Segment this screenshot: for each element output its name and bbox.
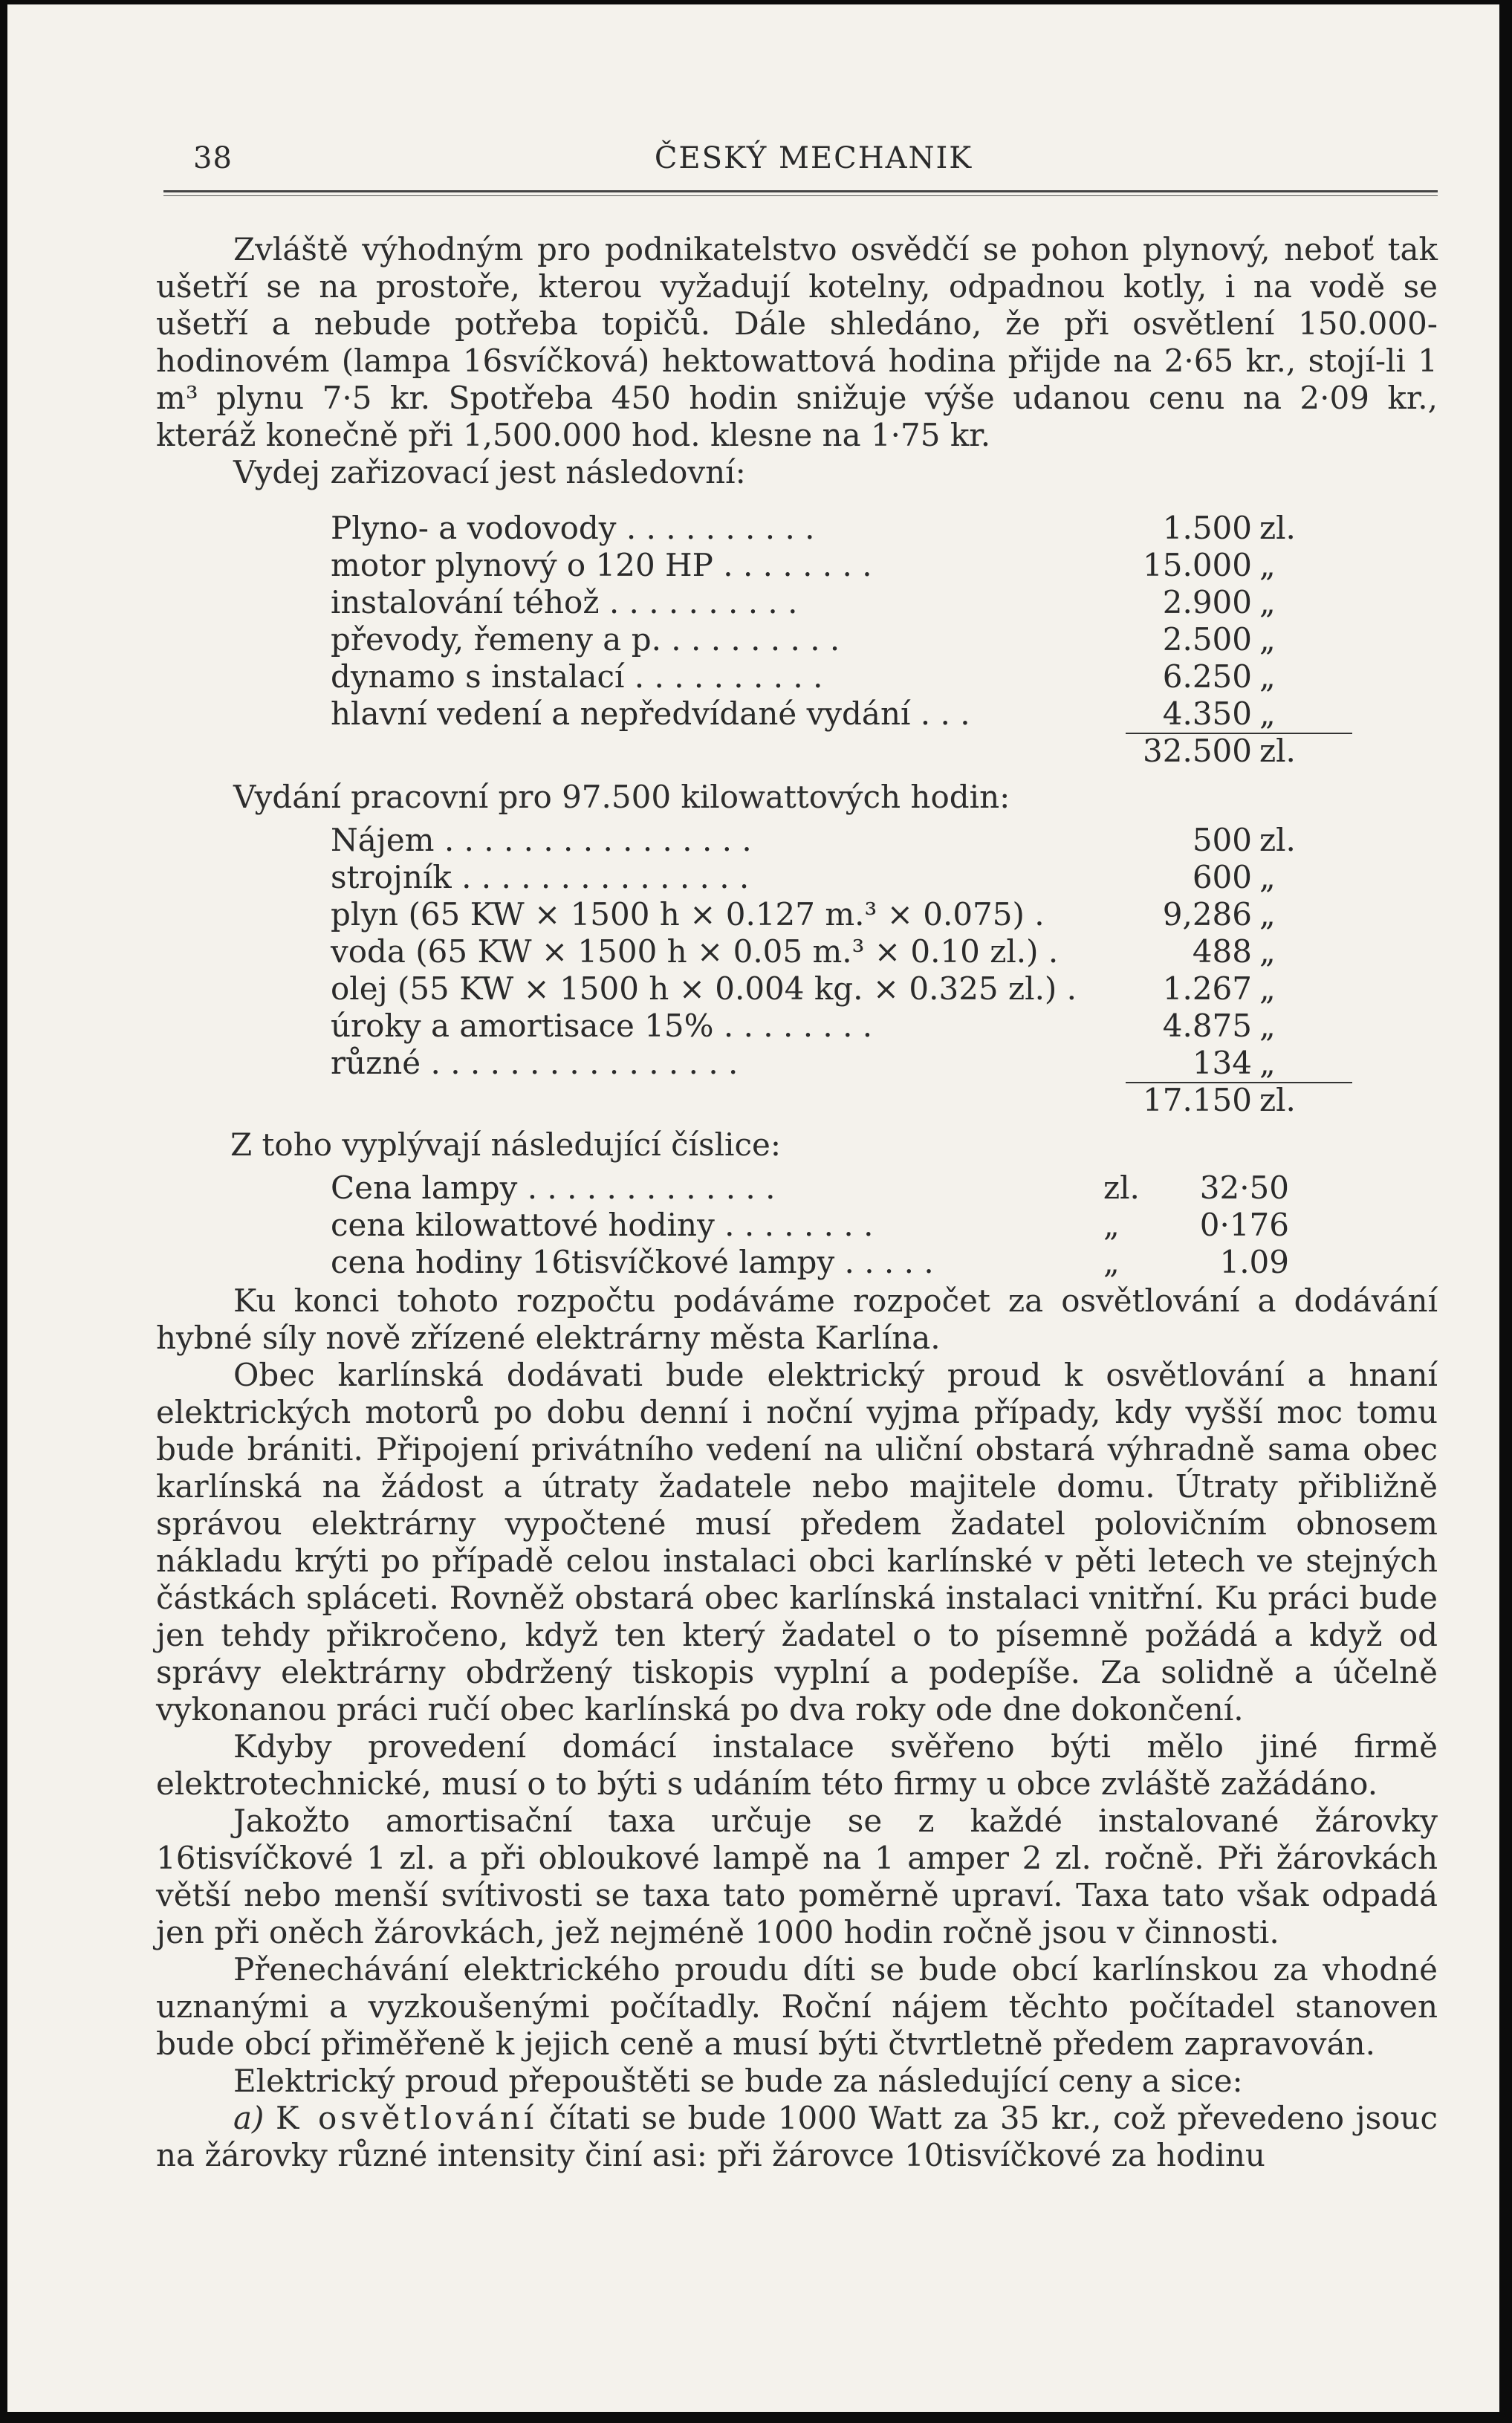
paragraph: Kdyby provedení domácí instalace svěřeno býti mělo jiné firmě elektrotechnické, musí o to býti s udáním této firmy u obce zvláště zažádáno.: [156, 1728, 1438, 1802]
table-row: instalování téhož . . . . . . . . . . 2.900 „: [331, 584, 1276, 620]
journal-title: ČESKÝ MECHANIK: [654, 141, 973, 175]
table-row: Nájem . . . . . . . . . . . . . . . . 500 zl.: [331, 822, 1296, 858]
operating-costs-table: [331, 822, 1297, 1119]
table-row: Cena lampy . . . . . . . . . . . . . zl. 32·50: [331, 1170, 1289, 1206]
table-row: plyn (65 KW × 1500 h × 0.127 m.³ × 0.075) . 9,286 „: [331, 896, 1276, 932]
intro-block: [156, 231, 1438, 491]
paragraph: Elektrický proud přepouštěti se bude za následující ceny a sice:: [233, 2063, 1243, 2099]
table-row: dynamo s instalací . . . . . . . . . . 6.250 „: [331, 658, 1276, 695]
list-marker: a): [233, 2100, 265, 2136]
header-rule-thin: [163, 195, 1438, 196]
table-total: 17.150 zl.: [1143, 1082, 1296, 1118]
paragraph: Ku konci tohoto rozpočtu podáváme rozpočet za osvětlování a dodávání hybné síly nově zřízené elektrárny města Karlína.: [156, 1282, 1438, 1356]
table-row: motor plynový o 120 HP . . . . . . . . 15.000 „: [331, 547, 1276, 583]
table-row: různé . . . . . . . . . . . . . . . . 134 „: [331, 1045, 1276, 1081]
figures-heading-block: [156, 1126, 1438, 1164]
paragraph: Jakožto amortisační taxa určuje se z každé instalované žárovky 16tisvíčkové 1 zl. a při obloukové lampě na 1 amper 2 zl. ročně. Při žárovkách větší nebo menší svítivosti se taxa tato poměrně upraví. Taxa tato však odpadá jen při oněch žárovkách, jež nejméně 1000 hodin ročně jsou v činnosti.: [156, 1803, 1438, 1950]
body-text: [156, 1282, 1438, 2174]
spaced-term: K osvětlování: [276, 2100, 538, 2136]
table-row: cena kilowattové hodiny . . . . . . . . „ 0·176: [331, 1207, 1289, 1243]
header-rule: [163, 190, 1438, 192]
paragraph: a) K osvětlování čítati se bude 1000 Watt za 35 kr., což převedeno jsouc na žárovky různé intensity činí asi: při žárovce 10tisvíčkové za hodinu: [156, 2100, 1438, 2173]
running-header: [193, 135, 1434, 180]
setup-costs-table: [331, 510, 1297, 770]
figures-heading: Z toho vyplývají následující číslice:: [230, 1126, 781, 1163]
table-row: olej (55 KW × 1500 h × 0.004 kg. × 0.325 zl.) . 1.267 „: [331, 970, 1276, 1007]
table-row: úroky a amortisace 15% . . . . . . . . 4.875 „: [331, 1008, 1276, 1044]
table-row: strojník . . . . . . . . . . . . . . . 600 „: [331, 859, 1276, 895]
table-row: cena hodiny 16tisvíčkové lampy . . . . . „ 1.09: [331, 1244, 1289, 1280]
operating-costs-heading: Vydání pracovní pro 97.500 kilowattových hodin:: [233, 779, 1010, 815]
table-row: převody, řemeny a p. . . . . . . . . . 2.500 „: [331, 621, 1276, 658]
paragraph: Obec karlínská dodávati bude elektrický proud k osvětlování a hnaní elektrických motorů po dobu denní i noční vyjma případy, kdy vyšší moc tomu bude brániti. Připojení privátního vedení na uliční obstará výhradně sama obec karlínská na žádost a útraty žadatele nebo majitele domu. Útraty přibližně správou elektrárny vypočtené musí předem žadatel polovičním obnosem nákladu krýti po případě celou instalaci obci karlínské v pěti letech ve stejných částkách spláceti. Rovněž obstará obec karlínská instalaci vnitřní. Ku práci bude jen tehdy přikročeno, když ten který žadatel o to písemně požádá a když od správy elektrárny obdržený tiskopis vyplní a podepíše. Za solidně a účelně vykonanou práci ručí obec karlínská po dva roky ode dne dokončení.: [156, 1357, 1438, 1728]
operating-heading-block: [156, 779, 1438, 816]
table-row: Plyno- a vodovody . . . . . . . . . . 1.500 zl.: [331, 510, 1296, 546]
table-total: 32.500 zl.: [1143, 733, 1296, 769]
table-row: hlavní vedení a nepředvídané vydání . . . 4.350 „: [331, 695, 1276, 732]
table-row: voda (65 KW × 1500 h × 0.05 m.³ × 0.10 zl.) . 488 „: [331, 933, 1276, 970]
figures-table: [331, 1170, 1297, 1281]
page: [7, 4, 1499, 2412]
paragraph: Přenechávání elektrického proudu díti se bude obcí karlínskou za vhodné uznanými a vyzkoušenými počítadly. Roční nájem těchto počítadel stanoven bude obcí přiměřeně k jejich ceně a musí býti čtvrtletně předem zapravován.: [156, 1951, 1438, 2062]
page-number: 38: [193, 141, 233, 175]
setup-costs-heading: Vydej zařizovací jest následovní:: [233, 454, 746, 490]
paragraph: Zvláště výhodným pro podnikatelstvo osvědčí se pohon plynový, neboť tak ušetří se na prostoře, kterou vyžadují kotelny, odpadnou kotly, i na vodě se ušetří a nebude potřeba topičů. Dále shledáno, že při osvětlení 150.000-hodinovém (lampa 16svíčková) hektowattová hodina přijde na 2·65 kr., stojí-li 1 m³ plynu 7·5 kr. Spotřeba 450 hodin snižuje výše udanou cenu na 2·09 kr., kteráž konečně při 1,500.000 hod. klesne na 1·75 kr.: [156, 231, 1438, 453]
